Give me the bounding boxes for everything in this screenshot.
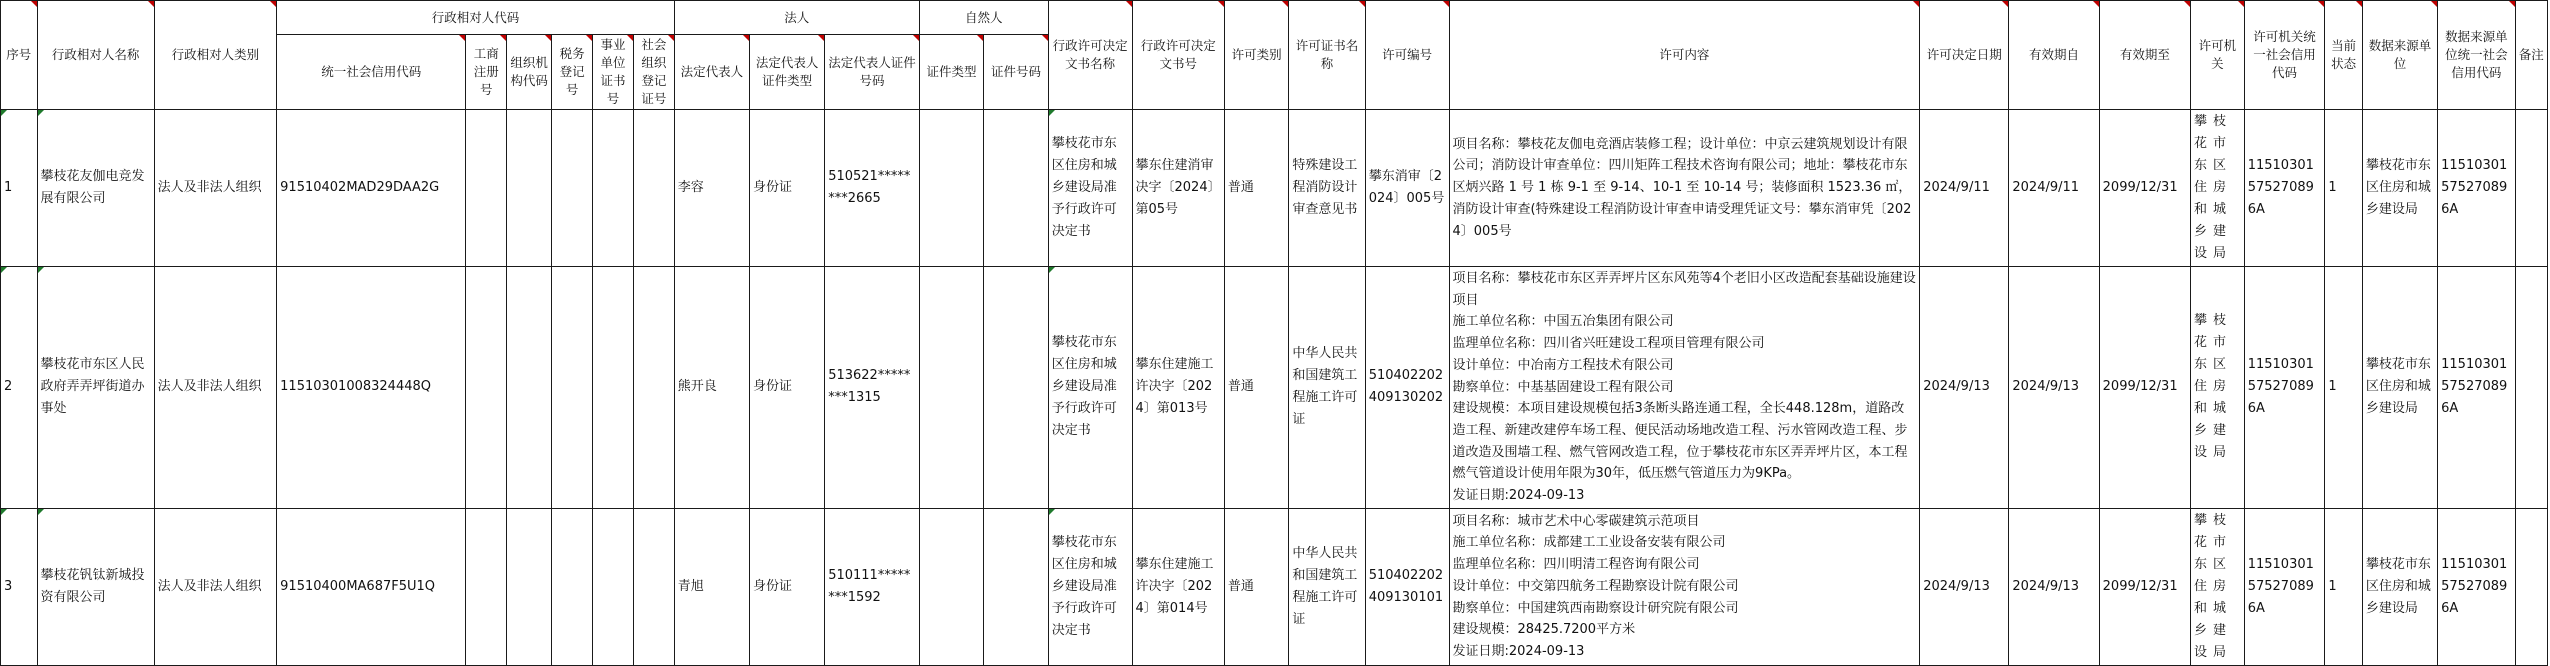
cell-valid-from[interactable]: 2024/9/13 <box>2009 508 2099 665</box>
cell-business-reg[interactable] <box>466 508 507 665</box>
cell-cert-name[interactable]: 中华人民共和国建筑工程施工许可证 <box>1289 267 1365 509</box>
cell-valid-from[interactable]: 2024/9/13 <box>2009 267 2099 509</box>
header-license-type: 许可类别 <box>1224 1 1288 110</box>
cell-category[interactable]: 法人及非法人组织 <box>154 508 277 665</box>
cell-remark[interactable] <box>2515 267 2547 509</box>
cell-category[interactable]: 法人及非法人组织 <box>154 110 277 267</box>
cell-cert-name[interactable]: 特殊建设工程消防设计审查意见书 <box>1289 110 1365 267</box>
header-authority: 许可机关 <box>2191 1 2245 110</box>
content-line: 监理单位名称：四川省兴旺建设工程项目管理有限公司 <box>1452 336 1765 352</box>
header-status: 当前状态 <box>2325 1 2363 110</box>
content-line: 设计单位：中交第四航务工程勘察设计院有限公司 <box>1452 578 1739 594</box>
header-social-org: 社会组织登记证号 <box>633 35 674 110</box>
cell-public-unit[interactable] <box>593 267 634 509</box>
cell-license-no[interactable]: 攀东消审〔2024〕005号 <box>1365 110 1449 267</box>
cell-doc-name[interactable]: 攀枝花市东区住房和城乡建设局准予行政许可决定书 <box>1048 110 1132 267</box>
cell-doc-name[interactable]: 攀枝花市东区住房和城乡建设局准予行政许可决定书 <box>1048 508 1132 665</box>
header-valid-from: 有效期自 <box>2009 1 2099 110</box>
cell-name[interactable]: 攀枝花友伽电竞发展有限公司 <box>37 110 154 267</box>
cell-source-unit-code[interactable]: 11510301575270896A <box>2438 267 2515 509</box>
cell-decision-date[interactable]: 2024/9/13 <box>1920 508 2009 665</box>
header-seq: 序号 <box>1 1 38 110</box>
cell-legal-id-no[interactable]: 513622********1315 <box>825 267 920 509</box>
cell-social-org[interactable] <box>633 110 674 267</box>
content-line: 勘察单位：中基基固建设工程有限公司 <box>1452 379 1674 395</box>
cell-status[interactable]: 1 <box>2325 508 2363 665</box>
header-public-unit: 事业单位证书号 <box>593 35 634 110</box>
cell-valid-to[interactable]: 2099/12/31 <box>2099 110 2190 267</box>
content-line: 施工单位名称：成都建工工业设备安装有限公司 <box>1452 535 1726 551</box>
cell-legal-id-type[interactable]: 身份证 <box>749 267 824 509</box>
content-line: 发证日期:2024-09-13 <box>1452 643 1585 659</box>
content-line: 项目名称：城市艺术中心零碳建筑示范项目 <box>1452 513 1700 529</box>
cell-public-unit[interactable] <box>593 508 634 665</box>
cell-source-unit[interactable]: 攀枝花市东区住房和城乡建设局 <box>2362 267 2437 509</box>
cell-cert-name[interactable]: 中华人民共和国建筑工程施工许可证 <box>1289 508 1365 665</box>
cell-doc-no[interactable]: 攀东住建施工许决字〔2024〕第014号 <box>1132 508 1224 665</box>
cell-authority[interactable]: 攀枝花市东区住房和城乡建设局 <box>2191 508 2245 665</box>
table-row[interactable] <box>1 508 2548 665</box>
cell-seq[interactable]: 2 <box>1 267 38 509</box>
table-row[interactable] <box>1 267 2548 509</box>
cell-license-type[interactable]: 普通 <box>1224 508 1288 665</box>
header-code-group: 行政相对人代码 <box>277 1 675 35</box>
cell-source-unit-code[interactable]: 11510301575270896A <box>2438 508 2515 665</box>
header-legal-id-type: 法定代表人证件类型 <box>749 35 824 110</box>
cell-id-no[interactable] <box>984 508 1048 665</box>
cell-content[interactable] <box>1449 110 1920 267</box>
cell-remark[interactable] <box>2515 110 2547 267</box>
cell-id-no[interactable] <box>984 110 1048 267</box>
cell-social-org[interactable] <box>633 267 674 509</box>
cell-authority-code[interactable]: 11510301575270896A <box>2244 267 2325 509</box>
header-decision-date: 许可决定日期 <box>1920 1 2009 110</box>
cell-tax-reg[interactable] <box>552 267 593 509</box>
header-tax-reg: 税务登记号 <box>552 35 593 110</box>
cell-business-reg[interactable] <box>466 110 507 267</box>
header-legal-group: 法人 <box>674 1 919 35</box>
cell-id-no[interactable] <box>984 267 1048 509</box>
cell-uscc[interactable]: 91510402MAD29DAA2G <box>277 110 466 267</box>
cell-id-type[interactable] <box>919 267 983 509</box>
cell-valid-to[interactable]: 2099/12/31 <box>2099 508 2190 665</box>
header-natural-group: 自然人 <box>919 1 1048 35</box>
cell-license-type[interactable]: 普通 <box>1224 110 1288 267</box>
cell-status[interactable]: 1 <box>2325 267 2363 509</box>
header-business-reg: 工商注册号 <box>466 35 507 110</box>
cell-source-unit-code[interactable]: 11510301575270896A <box>2438 110 2515 267</box>
cell-legal-id-type[interactable]: 身份证 <box>749 110 824 267</box>
cell-category[interactable]: 法人及非法人组织 <box>154 267 277 509</box>
header-uscc: 统一社会信用代码 <box>277 35 466 110</box>
header-license-doc-name: 行政许可决定文书名称 <box>1048 1 1132 110</box>
cell-seq[interactable]: 1 <box>1 110 38 267</box>
content-line: 施工单位名称：中国五冶集团有限公司 <box>1452 314 1674 330</box>
content-line: 建设规模：本项目建设规模包括3条断头路连通工程，全长448.128m，道路改造工程、新建改建停车场工程、便民活动场地改造工程、污水管网改造工程、步道改造及围墙工程、燃气管网改造工程，位于攀枝花市东区弄弄坪片区，本工程燃气管道设计使用年限为30年，低压燃气管道压力为9KPa。 <box>1452 401 1908 482</box>
cell-authority-code[interactable]: 11510301575270896A <box>2244 508 2325 665</box>
header-legal-id-no: 法定代表人证件号码 <box>825 35 920 110</box>
cell-authority-code[interactable]: 11510301575270896A <box>2244 110 2325 267</box>
header-license-no: 许可编号 <box>1365 1 1449 110</box>
cell-tax-reg[interactable] <box>552 508 593 665</box>
table-row[interactable] <box>1 110 2548 267</box>
cell-seq[interactable]: 3 <box>1 508 38 665</box>
header-name: 行政相对人名称 <box>37 1 154 110</box>
cell-legal-rep[interactable]: 李容 <box>674 110 749 267</box>
header-id-no: 证件号码 <box>984 35 1048 110</box>
cell-org-code[interactable] <box>507 110 552 267</box>
cell-legal-rep[interactable]: 熊开良 <box>674 267 749 509</box>
cell-legal-rep[interactable]: 青旭 <box>674 508 749 665</box>
cell-doc-name[interactable]: 攀枝花市东区住房和城乡建设局准予行政许可决定书 <box>1048 267 1132 509</box>
cell-id-type[interactable] <box>919 110 983 267</box>
content-line: 勘察单位：中国建筑西南勘察设计研究院有限公司 <box>1452 600 1739 616</box>
header-legal-rep: 法定代表人 <box>674 35 749 110</box>
content-line: 项目名称：攀枝花友伽电竞酒店装修工程；设计单位：中京云建筑规划设计有限公司；消防设计审查单位：四川矩阵工程技术咨询有限公司；地址：攀枝花市东区炳兴路 1 号 1 栋 9-1 至 9-14、10-1 至 10-14 号；装修面积 1523.36 ㎡，消防设计审查(特殊建设工程消防设计审查申请受理凭证文号：攀东消审凭〔2024〕005号 <box>1452 136 1912 239</box>
cell-doc-no[interactable]: 攀东住建消审决字〔2024〕第05号 <box>1132 110 1224 267</box>
cell-uscc[interactable]: 11510301008324448Q <box>277 267 466 509</box>
cell-id-type[interactable] <box>919 508 983 665</box>
header-authority-code: 许可机关统一社会信用代码 <box>2244 1 2325 110</box>
cell-social-org[interactable] <box>633 508 674 665</box>
header-id-type: 证件类型 <box>919 35 983 110</box>
table-body <box>1 110 2548 666</box>
content-line: 发证日期:2024-09-13 <box>1452 488 1585 504</box>
header-category: 行政相对人类别 <box>154 1 277 110</box>
content-line: 建设规模：28425.7200平方米 <box>1452 622 1636 638</box>
cell-legal-id-type[interactable]: 身份证 <box>749 508 824 665</box>
cell-doc-no[interactable]: 攀东住建施工许决字〔2024〕第013号 <box>1132 267 1224 509</box>
cell-license-no[interactable]: 510402202409130101 <box>1365 508 1449 665</box>
cell-decision-date[interactable]: 2024/9/11 <box>1920 110 2009 267</box>
cell-legal-id-no[interactable]: 510521********2665 <box>825 110 920 267</box>
content-line: 监理单位名称：四川明清工程咨询有限公司 <box>1452 557 1700 573</box>
cell-valid-from[interactable]: 2024/9/11 <box>2009 110 2099 267</box>
header-source-unit: 数据来源单位 <box>2362 1 2437 110</box>
header-org-code: 组织机构代码 <box>507 35 552 110</box>
cell-name[interactable]: 攀枝花市东区人民政府弄弄坪街道办事处 <box>37 267 154 509</box>
header-source-unit-code: 数据来源单位统一社会信用代码 <box>2438 1 2515 110</box>
header-valid-to: 有效期至 <box>2099 1 2190 110</box>
cell-tax-reg[interactable] <box>552 110 593 267</box>
cell-business-reg[interactable] <box>466 267 507 509</box>
cell-name[interactable]: 攀枝花钒钛新城投资有限公司 <box>37 508 154 665</box>
cell-org-code[interactable] <box>507 508 552 665</box>
cell-decision-date[interactable]: 2024/9/13 <box>1920 267 2009 509</box>
header-content: 许可内容 <box>1449 1 1920 110</box>
cell-status[interactable]: 1 <box>2325 110 2363 267</box>
cell-content[interactable] <box>1449 267 1920 509</box>
cell-license-type[interactable]: 普通 <box>1224 267 1288 509</box>
header-license-doc-no: 行政许可决定文书号 <box>1132 1 1224 110</box>
cell-license-no[interactable]: 510402202409130202 <box>1365 267 1449 509</box>
cell-uscc[interactable]: 91510400MA687F5U1Q <box>277 508 466 665</box>
header-remark: 备注 <box>2515 1 2547 110</box>
cell-legal-id-no[interactable]: 510111********1592 <box>825 508 920 665</box>
cell-source-unit[interactable]: 攀枝花市东区住房和城乡建设局 <box>2362 110 2437 267</box>
cell-valid-to[interactable]: 2099/12/31 <box>2099 267 2190 509</box>
header-cert-name: 许可证书名称 <box>1289 1 1365 110</box>
cell-authority[interactable]: 攀枝花市东区住房和城乡建设局 <box>2191 110 2245 267</box>
cell-org-code[interactable] <box>507 267 552 509</box>
cell-public-unit[interactable] <box>593 110 634 267</box>
cell-content[interactable] <box>1449 508 1920 665</box>
cell-remark[interactable] <box>2515 508 2547 665</box>
cell-source-unit[interactable]: 攀枝花市东区住房和城乡建设局 <box>2362 508 2437 665</box>
content-line: 项目名称：攀枝花市东区弄弄坪片区东风苑等4个老旧小区改造配套基础设施建设项目 <box>1452 271 1916 308</box>
cell-authority[interactable]: 攀枝花市东区住房和城乡建设局 <box>2191 267 2245 509</box>
content-line: 设计单位：中冶南方工程技术有限公司 <box>1452 357 1674 373</box>
